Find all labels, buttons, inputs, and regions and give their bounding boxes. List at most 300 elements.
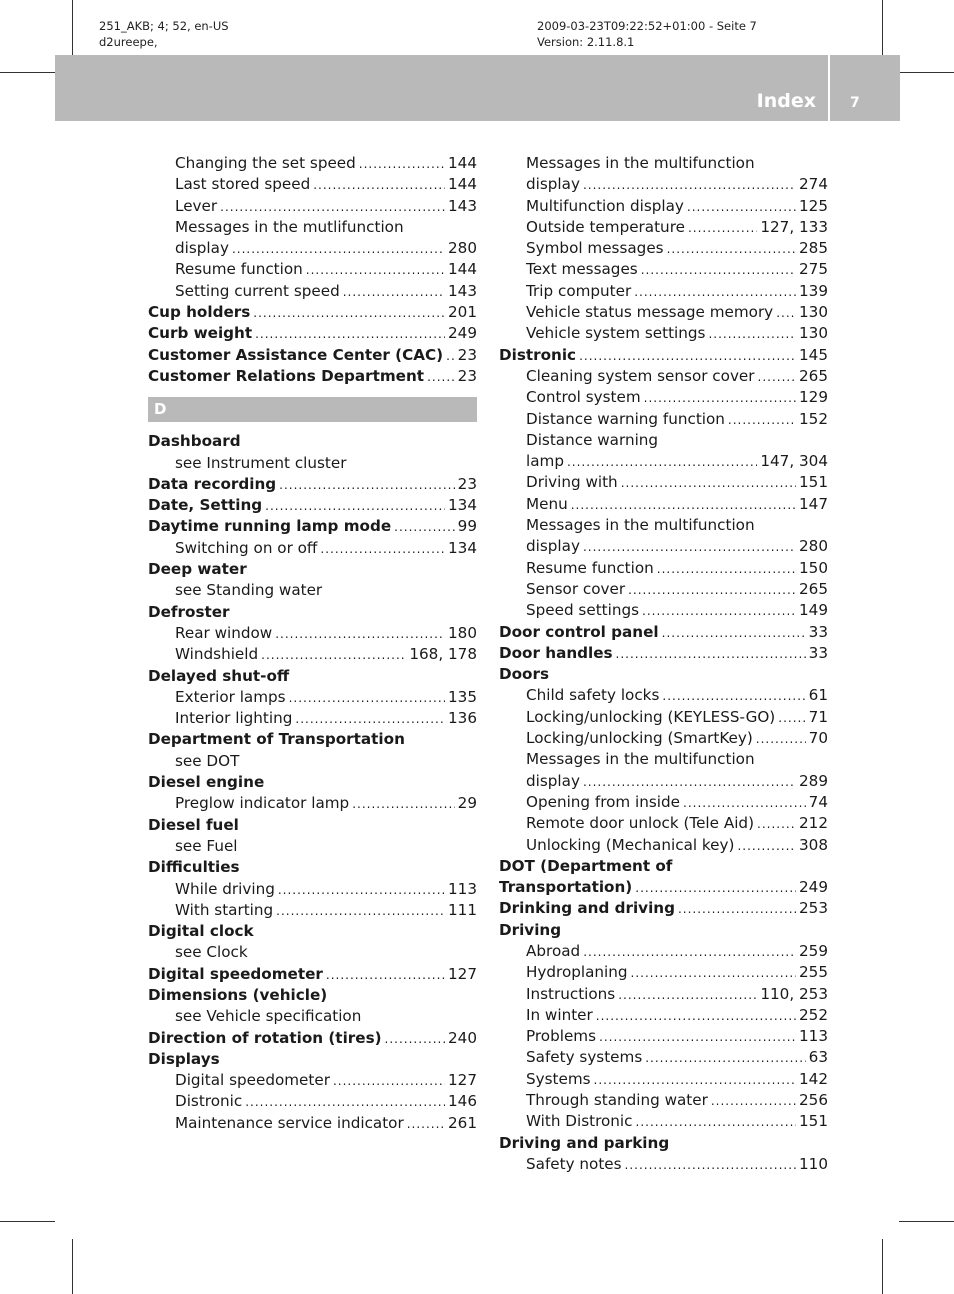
entry-page-reference: 99: [457, 517, 477, 536]
entry-page-reference: 151: [799, 1112, 828, 1131]
entry-label: see Vehicle specification: [175, 1007, 362, 1026]
entry-label: Door handles: [499, 643, 613, 662]
entry-page-reference: 259: [799, 941, 828, 960]
entry-label: Through standing water: [526, 1091, 708, 1110]
index-subentry: [148, 879, 477, 900]
entry-label: Distronic: [175, 1092, 243, 1111]
leader-dots: [757, 814, 796, 835]
entry-label: Customer Relations Department: [148, 366, 425, 385]
entry-label: With Distronic: [526, 1112, 633, 1131]
entry-page-reference: 308: [799, 835, 828, 854]
leader-dots: [756, 729, 806, 750]
entry-label: Defroster: [148, 602, 230, 621]
entry-label: Hydroplaning: [526, 963, 628, 982]
index-entry: [148, 921, 477, 942]
index-subentry: [148, 174, 477, 195]
leader-dots: [778, 708, 805, 729]
index-entry: [148, 366, 477, 387]
entry-page-reference: 61: [808, 686, 828, 705]
index-subentry: [148, 751, 477, 772]
leader-dots: [631, 963, 796, 984]
index-entry: [148, 1028, 477, 1049]
crop-mark: [899, 1221, 954, 1222]
entry-label: With starting: [175, 900, 274, 919]
leader-dots: [359, 154, 445, 175]
entry-label: Preglow indicator lamp: [175, 794, 350, 813]
index-subentry: [499, 430, 828, 451]
leader-dots: [253, 303, 445, 324]
leader-dots: [394, 517, 455, 538]
index-subentry: [499, 281, 828, 302]
entry-label: Symbol messages: [526, 239, 664, 258]
entry-label: see Clock: [175, 943, 248, 962]
index-subentry: [499, 366, 828, 387]
leader-dots: [776, 303, 796, 324]
entry-page-reference: 127, 133: [760, 217, 828, 236]
index-subentry: [499, 494, 828, 515]
entry-label: Text messages: [526, 260, 638, 279]
entry-page-reference: 249: [799, 878, 828, 897]
index-subentry: [148, 793, 477, 814]
entry-label: see Fuel: [175, 836, 238, 855]
entry-label: Switching on or off: [175, 538, 318, 557]
index-entry: [499, 345, 828, 366]
leader-dots: [261, 645, 406, 666]
index-entry: [499, 877, 828, 898]
leader-dots: [232, 239, 445, 260]
leader-dots: [352, 794, 454, 815]
entry-label: Driving and parking: [499, 1133, 670, 1152]
entry-label: Driving: [499, 920, 562, 939]
entry-page-reference: 261: [448, 1113, 477, 1132]
leader-dots: [737, 836, 796, 857]
leader-dots: [599, 1027, 796, 1048]
entry-page-reference: 33: [808, 643, 828, 662]
entry-page-reference: 249: [448, 324, 477, 343]
entry-page-reference: 143: [448, 281, 477, 300]
index-entry: [499, 898, 828, 919]
entry-page-reference: 134: [448, 538, 477, 557]
entry-page-reference: 274: [799, 175, 828, 194]
entry-page-reference: 23: [457, 345, 477, 364]
entry-label: Safety notes: [526, 1154, 622, 1173]
entry-label: see DOT: [175, 751, 240, 770]
index-subentry: [148, 580, 477, 601]
index-subentry: [499, 600, 828, 621]
entry-page-reference: 23: [457, 366, 477, 385]
crop-mark: [0, 1221, 55, 1222]
leader-dots: [758, 367, 796, 388]
entry-label: Drinking and driving: [499, 899, 675, 918]
entry-label: Outside temperature: [526, 217, 685, 236]
index-entry: [148, 964, 477, 985]
section-heading: D: [148, 397, 477, 422]
index-subentry: [148, 453, 477, 474]
entry-label: Messages in the multifunction: [526, 516, 755, 535]
index-subentry: [499, 685, 828, 706]
entry-label: Trip computer: [526, 281, 632, 300]
entry-page-reference: 252: [799, 1005, 828, 1024]
index-subentry: [148, 1091, 477, 1112]
leader-dots: [407, 1114, 445, 1135]
leader-dots: [343, 282, 445, 303]
entry-label: Distance warning function: [526, 409, 725, 428]
index-subentry: [499, 451, 828, 472]
entry-label: display: [175, 239, 229, 258]
index-entry: [148, 323, 477, 344]
leader-dots: [708, 324, 796, 345]
entry-label: Opening from inside: [526, 792, 681, 811]
index-subentry: [499, 196, 828, 217]
leader-dots: [616, 644, 806, 665]
index-entry: [148, 729, 477, 750]
index-entry: [148, 474, 477, 495]
entry-label: Customer Assistance Center (CAC): [148, 345, 444, 364]
index-column-right: [499, 153, 828, 1175]
entry-label: Direction of rotation (tires): [148, 1028, 382, 1047]
leader-dots: [687, 197, 796, 218]
metadata-line: 2009-03-23T09:22:52+01:00 - Seite 7: [537, 19, 757, 33]
index-entry: [148, 666, 477, 687]
index-subentry: [499, 835, 828, 856]
leader-dots: [276, 901, 445, 922]
index-subentry: [148, 196, 477, 217]
leader-dots: [427, 367, 455, 388]
entry-page-reference: 129: [799, 388, 828, 407]
index-subentry: [499, 1005, 828, 1026]
crop-mark: [72, 0, 73, 55]
entry-label: Abroad: [526, 941, 581, 960]
entry-label: Last stored speed: [175, 175, 311, 194]
index-entry: [148, 559, 477, 580]
index-subentry: [499, 792, 828, 813]
index-subentry: [148, 708, 477, 729]
index-subentry: [148, 942, 477, 963]
entry-page-reference: 142: [799, 1069, 828, 1088]
index-subentry: [499, 941, 828, 962]
leader-dots: [265, 496, 445, 517]
entry-label: Digital speedometer: [175, 1071, 330, 1090]
entry-label: Control system: [526, 388, 641, 407]
entry-label: Vehicle status message memory: [526, 303, 774, 322]
entry-label: display: [526, 175, 580, 194]
entry-page-reference: 74: [808, 792, 828, 811]
entry-page-reference: 63: [808, 1048, 828, 1067]
leader-dots: [667, 239, 796, 260]
crop-mark: [882, 1239, 883, 1294]
entry-page-reference: 33: [808, 622, 828, 641]
index-subentry: [148, 217, 477, 238]
index-subentry: [148, 900, 477, 921]
index-subentry: [148, 1070, 477, 1091]
leader-dots: [579, 346, 796, 367]
leader-dots: [642, 601, 796, 622]
index-subentry: [499, 302, 828, 323]
entry-page-reference: 110: [799, 1154, 828, 1173]
entry-label: display: [526, 771, 580, 790]
entry-label: Rear window: [175, 623, 273, 642]
crop-mark: [899, 72, 954, 73]
entry-label: Displays: [148, 1049, 220, 1068]
entry-label: Problems: [526, 1027, 597, 1046]
index-subentry: [499, 962, 828, 983]
entry-label: see Instrument cluster: [175, 453, 347, 472]
entry-page-reference: 71: [808, 707, 828, 726]
entry-label: Door control panel: [499, 622, 659, 641]
leader-dots: [289, 688, 445, 709]
entry-label: see Standing water: [175, 581, 323, 600]
print-metadata-right: [537, 18, 757, 50]
entry-label: Digital clock: [148, 922, 254, 941]
entry-page-reference: 143: [448, 196, 477, 215]
entry-page-reference: 130: [799, 303, 828, 322]
index-column-left: [148, 153, 477, 1134]
leader-dots: [275, 624, 445, 645]
entry-label: Resume function: [175, 260, 303, 279]
index-subentry: [148, 687, 477, 708]
leader-dots: [220, 197, 445, 218]
entry-page-reference: 144: [448, 154, 477, 172]
entry-label: Exterior lamps: [175, 687, 286, 706]
entry-page-reference: 147: [799, 494, 828, 513]
entry-label: DOT (Department of: [499, 856, 673, 875]
index-entry: [499, 1133, 828, 1154]
leader-dots: [594, 1070, 796, 1091]
index-subentry: [499, 707, 828, 728]
index-subentry: [499, 728, 828, 749]
entry-label: Curb weight: [148, 324, 253, 343]
leader-dots: [688, 218, 757, 239]
entry-label: Unlocking (Mechanical key): [526, 835, 735, 854]
index-subentry: [499, 217, 828, 238]
index-subentry: [499, 472, 828, 493]
metadata-line: Version: 2.11.8.1: [537, 35, 635, 49]
leader-dots: [628, 580, 796, 601]
leader-dots: [625, 1155, 796, 1176]
entry-page-reference: 127: [448, 964, 477, 983]
leader-dots: [313, 175, 445, 196]
leader-dots: [641, 260, 796, 281]
index-entry: [148, 602, 477, 623]
entry-label: Multifunction display: [526, 196, 684, 215]
index-subentry: [499, 558, 828, 579]
leader-dots: [645, 1048, 805, 1069]
index-entry: [148, 495, 477, 516]
index-subentry: [499, 984, 828, 1005]
entry-page-reference: 139: [799, 281, 828, 300]
entry-label: Remote door unlock (Tele Aid): [526, 814, 754, 833]
index-entry: [148, 345, 477, 366]
index-entry: [148, 516, 477, 537]
leader-dots: [320, 539, 445, 560]
index-subentry: [148, 259, 477, 280]
leader-dots: [644, 388, 796, 409]
index-subentry: [499, 174, 828, 195]
entry-label: Deep water: [148, 560, 247, 579]
entry-label: Menu: [526, 494, 568, 513]
index-subentry: [148, 836, 477, 857]
leader-dots: [446, 346, 455, 367]
leader-dots: [583, 772, 796, 793]
entry-label: Changing the set speed: [175, 154, 356, 172]
index-subentry: [148, 153, 477, 174]
metadata-line: d2ureepe,: [99, 35, 158, 49]
index-subentry: [499, 1154, 828, 1175]
index-subentry: [148, 623, 477, 644]
index-subentry: [499, 409, 828, 430]
leader-dots: [596, 1006, 796, 1027]
entry-page-reference: 144: [448, 175, 477, 194]
metadata-line: 251_AKB; 4; 52, en-US: [99, 19, 229, 33]
leader-dots: [571, 495, 796, 516]
entry-label: Windshield: [175, 645, 259, 664]
index-entry: [499, 856, 828, 877]
entry-label: Daytime running lamp mode: [148, 517, 392, 536]
index-entry: [148, 1049, 477, 1070]
entry-label: Messages in the multifunction: [526, 750, 755, 769]
leader-dots: [662, 686, 805, 707]
entry-page-reference: 147, 304: [760, 452, 828, 471]
entry-label: Lever: [175, 196, 218, 215]
entry-label: Speed settings: [526, 601, 640, 620]
entry-page-reference: 255: [799, 963, 828, 982]
entry-label: Dashboard: [148, 432, 241, 451]
leader-dots: [245, 1092, 445, 1113]
leader-dots: [678, 899, 796, 920]
leader-dots: [326, 965, 445, 986]
leader-dots: [657, 559, 796, 580]
entry-page-reference: 280: [799, 537, 828, 556]
index-subentry: [499, 515, 828, 536]
index-subentry: [499, 771, 828, 792]
index-subentry: [148, 281, 477, 302]
entry-label: Department of Transportation: [148, 730, 405, 749]
entry-label: Distance warning: [526, 430, 659, 449]
leader-dots: [635, 878, 796, 899]
leader-dots: [333, 1071, 445, 1092]
crop-mark: [882, 0, 883, 55]
index-subentry: [499, 153, 828, 174]
entry-label: Doors: [499, 665, 550, 684]
entry-page-reference: 146: [448, 1092, 477, 1111]
leader-dots: [662, 623, 806, 644]
crop-mark: [0, 72, 55, 73]
entry-label: Difficulties: [148, 858, 240, 877]
leader-dots: [621, 473, 796, 494]
leader-dots: [295, 709, 445, 730]
entry-page-reference: 256: [799, 1091, 828, 1110]
entry-page-reference: 240: [448, 1028, 477, 1047]
index-entry: [148, 815, 477, 836]
leader-dots: [683, 793, 806, 814]
leader-dots: [306, 260, 445, 281]
entry-page-reference: 135: [448, 687, 477, 706]
entry-label: Digital speedometer: [148, 964, 323, 983]
entry-page-reference: 150: [799, 558, 828, 577]
entry-label: Delayed shut-off: [148, 666, 290, 685]
entry-page-reference: 130: [799, 324, 828, 343]
index-subentry: [499, 1111, 828, 1132]
index-subentry: [499, 387, 828, 408]
entry-page-reference: 168, 178: [409, 645, 477, 664]
entry-page-reference: 289: [799, 771, 828, 790]
index-subentry: [499, 579, 828, 600]
entry-label: display: [526, 537, 580, 556]
index-entry: [499, 643, 828, 664]
index-subentry: [148, 644, 477, 665]
entry-page-reference: 111: [448, 900, 477, 919]
entry-page-reference: 201: [448, 303, 477, 322]
entry-label: While driving: [175, 879, 275, 898]
leader-dots: [728, 410, 796, 431]
entry-page-reference: 136: [448, 709, 477, 728]
entry-label: In winter: [526, 1005, 593, 1024]
entry-page-reference: 29: [457, 794, 477, 813]
entry-page-reference: 113: [448, 879, 477, 898]
entry-label: Messages in the mutlifunction: [175, 217, 404, 236]
entry-label: Maintenance service indicator: [175, 1113, 404, 1132]
index-subentry: [499, 1047, 828, 1068]
entry-label: Systems: [526, 1069, 591, 1088]
entry-page-reference: 265: [799, 366, 828, 385]
entry-page-reference: 125: [799, 196, 828, 215]
entry-label: Transportation): [499, 878, 633, 897]
entry-label: Locking/unlocking (KEYLESS-GO): [526, 707, 776, 726]
entry-page-reference: 180: [448, 623, 477, 642]
leader-dots: [583, 942, 796, 963]
leader-dots: [279, 475, 455, 496]
index-subentry: [499, 238, 828, 259]
entry-label: Distronic: [499, 345, 577, 364]
entry-label: Interior lighting: [175, 709, 293, 728]
entry-page-reference: 144: [448, 260, 477, 279]
entry-label: Data recording: [148, 474, 277, 493]
entry-page-reference: 275: [799, 260, 828, 279]
entry-label: Dimensions (vehicle): [148, 985, 328, 1004]
index-entry: [148, 772, 477, 793]
entry-label: Safety systems: [526, 1048, 643, 1067]
entry-page-reference: 265: [799, 579, 828, 598]
entry-label: Driving with: [526, 473, 618, 492]
entry-page-reference: 70: [808, 729, 828, 748]
leader-dots: [255, 324, 445, 345]
entry-label: Date, Setting: [148, 496, 263, 515]
entry-page-reference: 110, 253: [760, 984, 828, 1003]
entry-page-reference: 113: [799, 1027, 828, 1046]
index-entry: [148, 857, 477, 878]
index-subentry: [499, 1026, 828, 1047]
page-title: Index: [756, 90, 816, 112]
entry-page-reference: 145: [799, 345, 828, 364]
index-subentry: [499, 1090, 828, 1111]
entry-page-reference: 151: [799, 473, 828, 492]
index-subentry: [499, 259, 828, 280]
leader-dots: [618, 985, 757, 1006]
index-entry: [499, 920, 828, 941]
index-entry: [148, 431, 477, 452]
entry-page-reference: 152: [799, 409, 828, 428]
entry-page-reference: 285: [799, 239, 828, 258]
index-subentry: [499, 1069, 828, 1090]
entry-label: Setting current speed: [175, 281, 340, 300]
leader-dots: [636, 1112, 797, 1133]
entry-page-reference: 253: [799, 899, 828, 918]
entry-label: Cleaning system sensor cover: [526, 366, 755, 385]
entry-page-reference: 149: [799, 601, 828, 620]
entry-page-reference: 127: [448, 1071, 477, 1090]
entry-label: Resume function: [526, 558, 654, 577]
entry-label: Child safety locks: [526, 686, 660, 705]
